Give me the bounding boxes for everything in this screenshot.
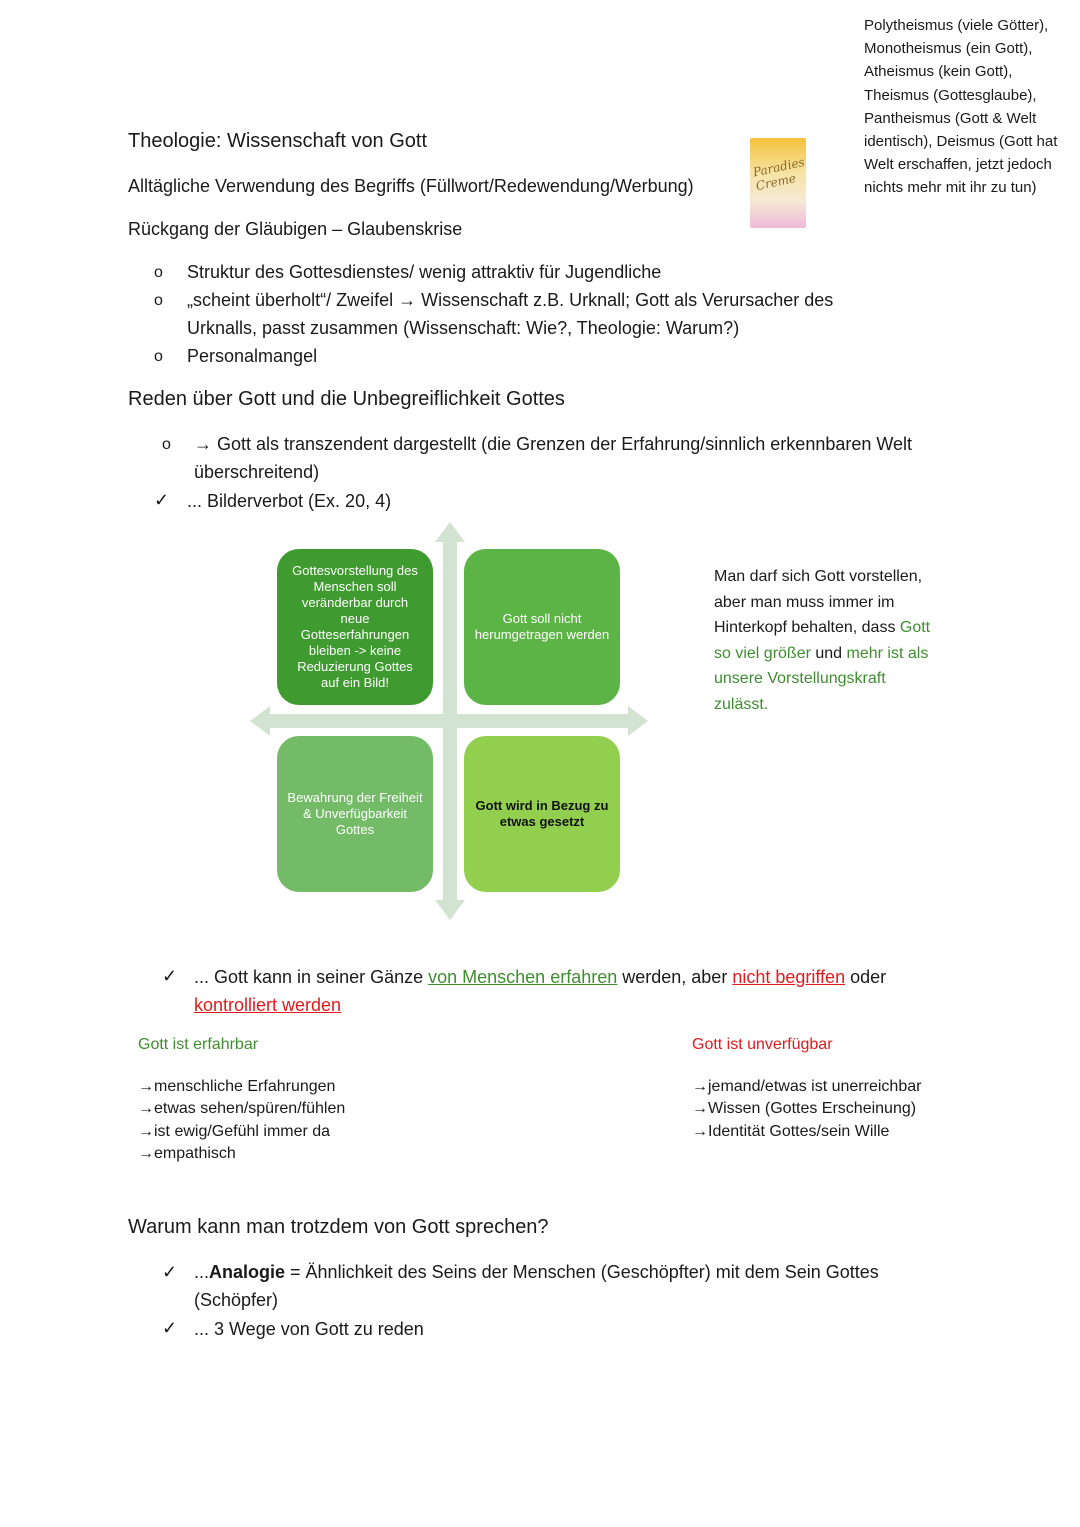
- text: ... Gott kann in seiner Gänze: [194, 967, 429, 987]
- page-title: Theologie: Wissenschaft von Gott: [128, 130, 428, 152]
- quadrant-box-bottom-right: Gott wird in Bezug zu etwas gesetzt: [464, 736, 620, 892]
- note-highlight: mehr ist als unsere Vorstellungskraft zulässt.: [714, 644, 929, 713]
- product-label: Paradies Creme: [751, 154, 806, 194]
- bullet: o: [154, 348, 163, 365]
- diagram-note: [714, 564, 934, 718]
- column-item: →Wissen (Gottes Erscheinung): [692, 1100, 917, 1118]
- column-item: →menschliche Erfahrungen: [138, 1078, 336, 1095]
- text: werden, aber: [617, 967, 733, 987]
- red-underlined: kontrolliert werden: [194, 995, 342, 1015]
- list-item-cont: überschreitend): [194, 462, 320, 482]
- list-item: → Gott als transzendent dargestellt (die Grenzen der Erfahrung/sinnlich erkennbaren Welt: [194, 434, 913, 454]
- statement-text: [194, 963, 954, 1019]
- column-title: Gott ist unverfügbar: [692, 1036, 833, 1053]
- section-heading: Reden über Gott und die Unbegreiflichkeit Gottes: [128, 388, 565, 410]
- column-item: →empathisch: [138, 1144, 236, 1162]
- product-image: [750, 138, 806, 228]
- red-underlined: nicht begriffen: [732, 967, 846, 987]
- list-item: „scheint überholt“/ Zweifel → Wissenschaft z.B. Urknall; Gott als Verursacher des: [187, 290, 834, 310]
- note-highlight: Gott so viel größer: [714, 619, 931, 662]
- column-item: →ist ewig/Gefühl immer da: [138, 1122, 331, 1140]
- list-item-cont: (Schöpfer): [194, 1290, 279, 1310]
- section-heading: Warum kann man trotzdem von Gott sprechen?: [128, 1216, 549, 1238]
- text: = Ähnlichkeit des Seins der Menschen (Geschöpfter) mit dem Sein Gottes: [285, 1262, 879, 1282]
- list-item: ... 3 Wege von Gott zu reden: [194, 1319, 424, 1339]
- list-item: Struktur des Gottesdienstes/ wenig attraktiv für Jugendliche: [187, 262, 662, 282]
- side-note: Polytheismus (viele Götter), Monotheismus (ein Gott), Atheismus (kein Gott), Theismus (Gottesglaube), Pantheismus (Gott & Welt identisch), Deismus (Gott hat Welt erschaffen, jetzt jedoch nichts mehr mit ihr zu tun): [864, 17, 1058, 197]
- text: oder: [845, 967, 887, 987]
- check-icon: ✓: [162, 1262, 178, 1282]
- text-line: Rückgang der Gläubigen – Glaubenskrise: [128, 219, 463, 239]
- column-item: →etwas sehen/spüren/fühlen: [138, 1100, 346, 1118]
- note-text: und: [810, 644, 847, 662]
- column-title: Gott ist erfahrbar: [138, 1036, 259, 1053]
- bold-term: Analogie: [209, 1262, 286, 1282]
- quadrant-box-bottom-left: Bewahrung der Freiheit & Unverfügbarkeit Gottes: [277, 736, 433, 892]
- list-item-cont: Urknalls, passt zusammen (Wissenschaft: Wie?, Theologie: Warum?): [187, 318, 740, 338]
- check-icon: ✓: [162, 1318, 178, 1338]
- prefix: ...: [194, 1262, 210, 1282]
- list-item: Personalmangel: [187, 346, 318, 366]
- bullet: o: [154, 264, 163, 281]
- column-item: →Identität Gottes/sein Wille: [692, 1122, 890, 1140]
- check-icon: ✓: [162, 966, 178, 986]
- list-item: ... Bilderverbot (Ex. 20, 4): [187, 491, 392, 511]
- column-unverfuegbar: [692, 1036, 921, 1143]
- check-icon: ✓: [154, 490, 170, 510]
- green-underlined: von Menschen erfahren: [428, 967, 618, 987]
- note-text: Man darf sich Gott vorstellen, aber man muss immer im Hinterkopf behalten, dass: [714, 568, 923, 637]
- quadrant-box-top-right: Gott soll nicht herumgetragen werden: [464, 549, 620, 705]
- column-item: →jemand/etwas ist unerreichbar: [692, 1078, 922, 1095]
- list-item: [194, 1258, 879, 1286]
- bullet: o: [162, 436, 171, 453]
- column-erfahrbar: [138, 1036, 345, 1165]
- quadrant-box-top-left: Gottesvorstellung des Menschen soll veränderbar durch neue Gotteserfahrungen bleiben -> keine Reduzierung Gottes auf ein Bild!: [277, 549, 433, 705]
- text-line: Alltägliche Verwendung des Begriffs (Füllwort/Redewendung/Werbung): [128, 176, 694, 196]
- bullet: o: [154, 292, 163, 309]
